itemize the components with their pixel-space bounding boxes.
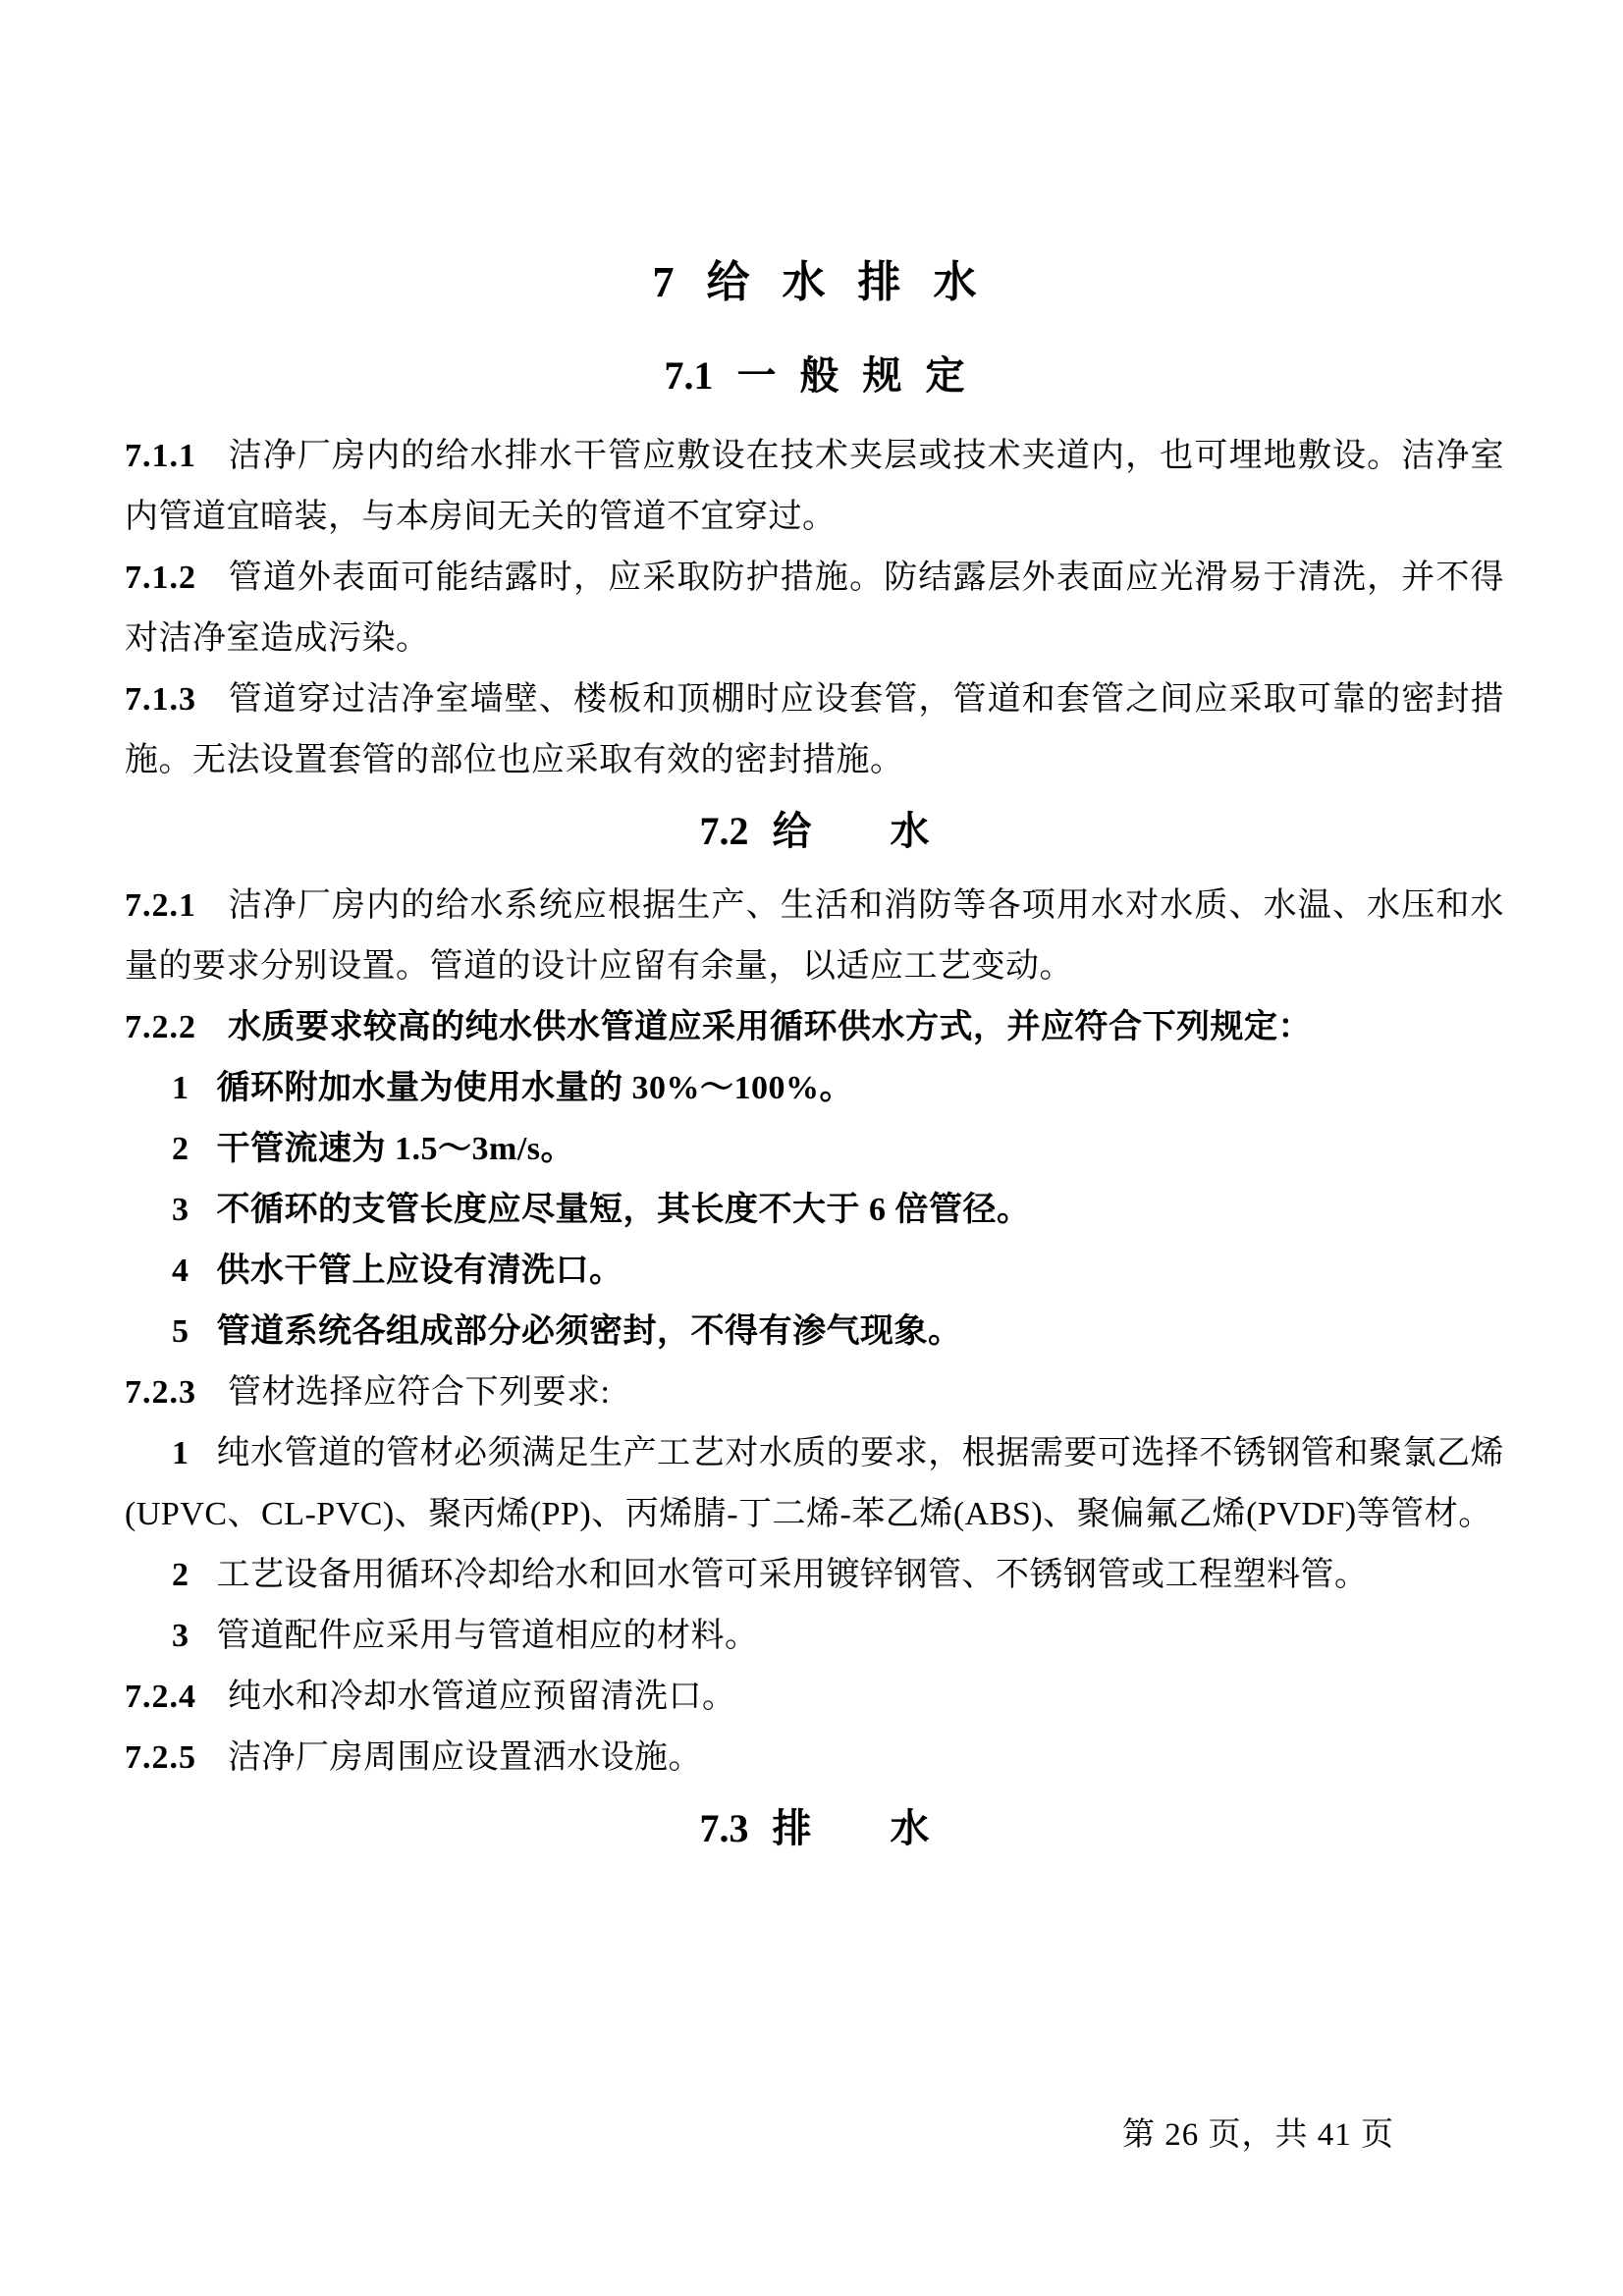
item-text: 不循环的支管长度应尽量短，其长度不大于 6 倍管径。 bbox=[216, 1192, 1031, 1228]
clause-7-2-3-item-3 bbox=[125, 1606, 1504, 1667]
item-text: 工艺设备用循环冷却给水和回水管可采用镀锌钢管、不锈钢管或工程塑料管。 bbox=[216, 1557, 1369, 1593]
clause-number: 7.1.3 bbox=[125, 681, 196, 718]
clause-7-2-1 bbox=[125, 876, 1504, 997]
clause-7-1-2 bbox=[125, 548, 1504, 669]
clause-7-2-3 bbox=[125, 1362, 1504, 1423]
clause-7-2-2-item-2 bbox=[125, 1119, 1504, 1180]
item-number: 2 bbox=[172, 1557, 189, 1593]
item-number: 4 bbox=[172, 1253, 189, 1289]
clause-number: 7.2.4 bbox=[125, 1679, 196, 1715]
clause-7-2-2-item-5 bbox=[125, 1302, 1504, 1362]
clause-7-2-2 bbox=[125, 997, 1504, 1058]
item-text: 干管流速为 1.5～3m/s。 bbox=[216, 1131, 574, 1167]
clause-number: 7.1.2 bbox=[125, 560, 196, 596]
clause-text: 管道外表面可能结露时，应采取防护措施。防结露层外表面应光滑易于清洗，并不得对洁净室造成污染。 bbox=[125, 560, 1504, 657]
item-number: 1 bbox=[172, 1070, 189, 1106]
chapter-title: 7 给 水 排 水 bbox=[652, 258, 977, 306]
clause-text: 管材选择应符合下列要求: bbox=[228, 1374, 611, 1411]
clause-7-2-2-item-3 bbox=[125, 1180, 1504, 1241]
item-number: 3 bbox=[172, 1618, 189, 1654]
clause-number: 7.1.1 bbox=[125, 438, 196, 474]
clause-7-2-2-item-1 bbox=[125, 1058, 1504, 1119]
item-number: 3 bbox=[172, 1192, 189, 1228]
clause-7-2-3-item-1 bbox=[125, 1423, 1504, 1545]
section-7-3-heading: 7.3 排 水 bbox=[699, 1806, 930, 1850]
clause-text: 纯水和冷却水管道应预留清洗口。 bbox=[228, 1679, 736, 1715]
clause-text: 水质要求较高的纯水供水管道应采用循环供水方式，并应符合下列规定： bbox=[228, 1009, 1312, 1045]
clause-text: 管道穿过洁净室墙壁、楼板和顶棚时应设套管，管道和套管之间应采取可靠的密封措施。无法设置套管的部位也应采取有效的密封措施。 bbox=[125, 681, 1504, 778]
clause-text: 洁净厂房周围应设置洒水设施。 bbox=[228, 1739, 702, 1776]
item-text: 管道系统各组成部分必须密封，不得有渗气现象。 bbox=[216, 1313, 962, 1350]
clause-7-1-1 bbox=[125, 426, 1504, 548]
item-number: 2 bbox=[172, 1131, 189, 1167]
item-text: 管道配件应采用与管道相应的材料。 bbox=[216, 1618, 759, 1654]
clause-number: 7.2.2 bbox=[125, 1009, 196, 1045]
item-text: 纯水管道的管材必须满足生产工艺对水质的要求，根据需要可选择不锈钢管和聚氯乙烯(UPVC、CL-PVC)、聚丙烯(PP)、丙烯腈-丁二烯-苯乙烯(ABS)、聚偏氟乙烯(PVDF)等管材。 bbox=[125, 1435, 1504, 1532]
clause-text: 洁净厂房内的给水系统应根据生产、生活和消防等各项用水对水质、水温、水压和水量的要求分别设置。管道的设计应留有余量，以适应工艺变动。 bbox=[125, 887, 1504, 985]
item-text: 供水干管上应设有清洗口。 bbox=[216, 1253, 623, 1289]
section-7-2-heading: 7.2 给 水 bbox=[699, 809, 930, 853]
item-text: 循环附加水量为使用水量的 30%～100%。 bbox=[216, 1070, 853, 1106]
clause-number: 7.2.3 bbox=[125, 1374, 196, 1411]
section-7-1-heading: 7.1 一 般 规 定 bbox=[664, 353, 965, 398]
clause-number: 7.2.1 bbox=[125, 887, 196, 924]
clause-text: 洁净厂房内的给水排水干管应敷设在技术夹层或技术夹道内，也可埋地敷设。洁净室内管道宜暗装，与本房间无关的管道不宜穿过。 bbox=[125, 438, 1504, 535]
page-number: 第 26 页，共 41 页 bbox=[1122, 2117, 1394, 2153]
item-number: 5 bbox=[172, 1313, 189, 1350]
clause-7-2-4 bbox=[125, 1667, 1504, 1728]
clause-7-1-3 bbox=[125, 669, 1504, 791]
clause-number: 7.2.5 bbox=[125, 1739, 196, 1776]
clause-7-2-3-item-2 bbox=[125, 1545, 1504, 1606]
clause-7-2-5 bbox=[125, 1728, 1504, 1789]
clause-7-2-2-item-4 bbox=[125, 1241, 1504, 1302]
item-number: 1 bbox=[172, 1435, 189, 1471]
